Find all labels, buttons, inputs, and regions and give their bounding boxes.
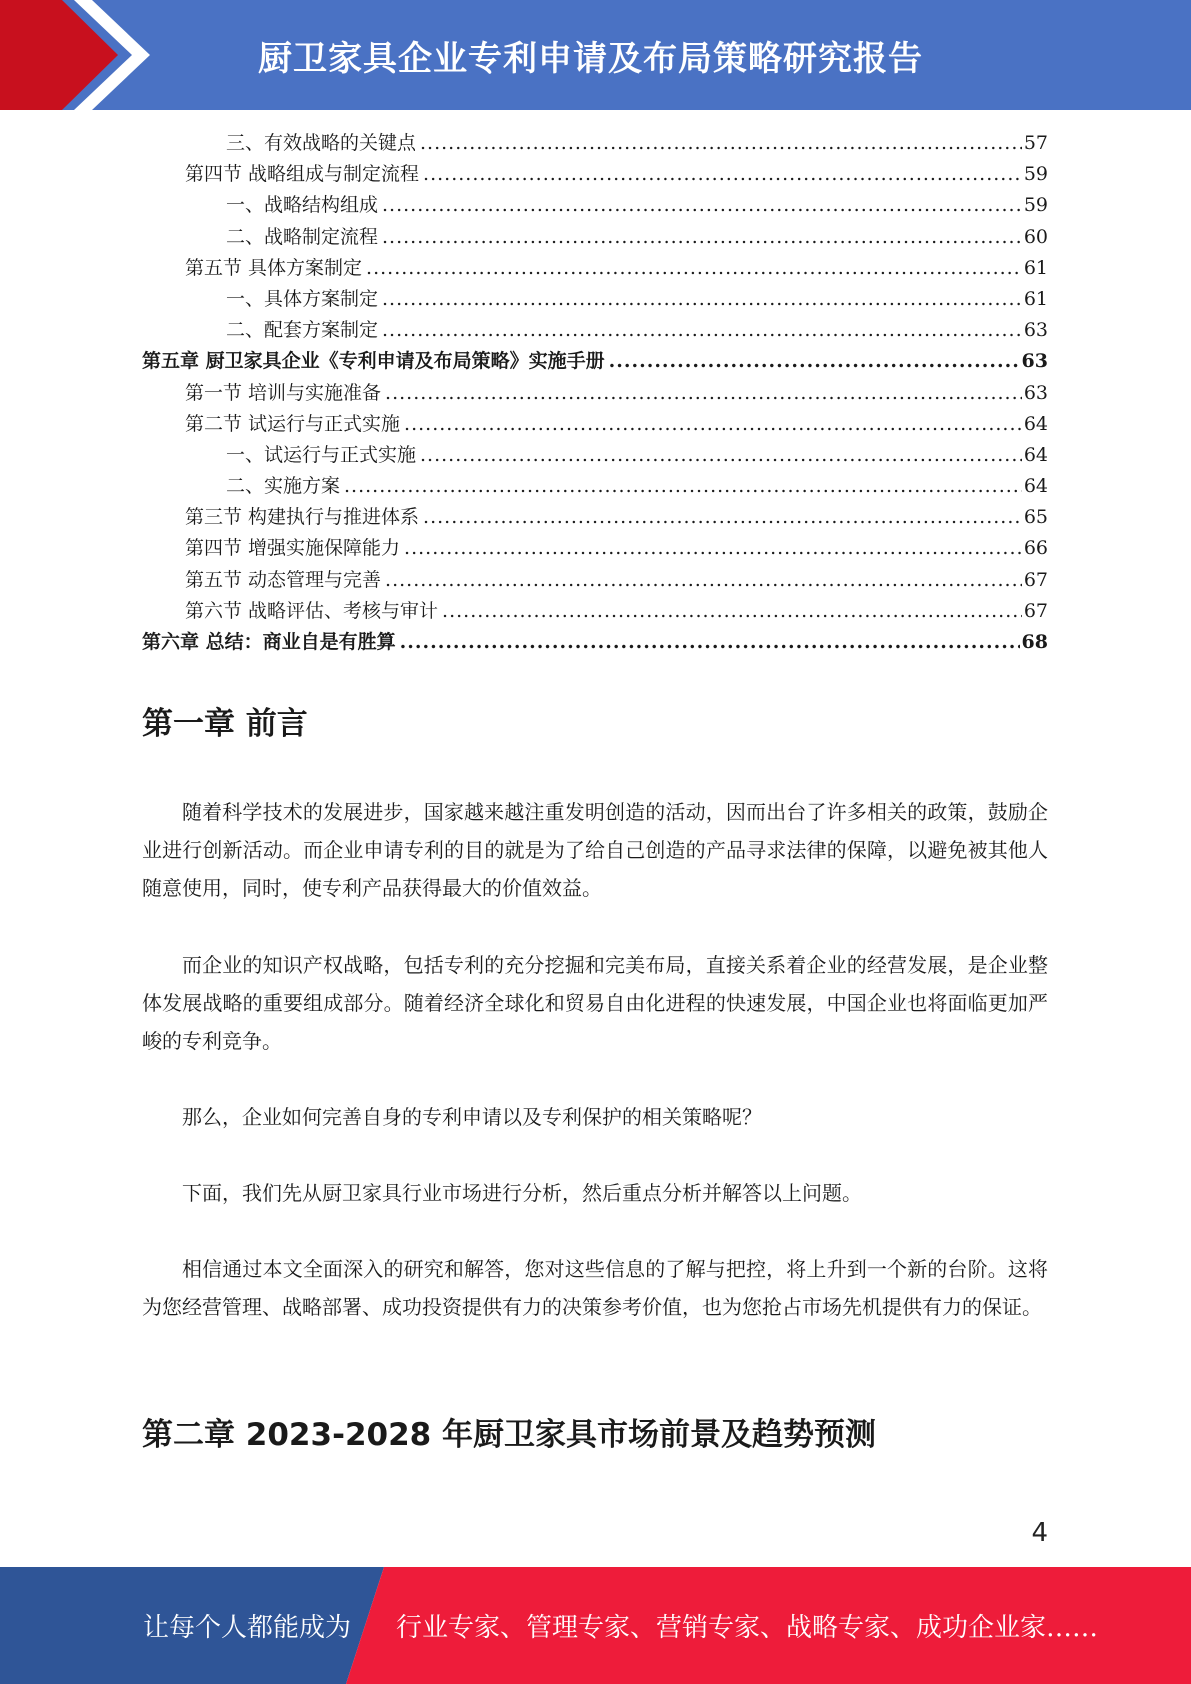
toc-dot-leader [344,471,1022,502]
paragraph: 而企业的知识产权战略，包括专利的充分挖掘和完美布局，直接关系着企业的经营发展，是企业整体发展战略的重要组成部分。随着经济全球化和贸易自由化进程的快速发展，中国企业也将面临更加严峻的专利竞争。 [142,953,1048,1053]
toc-dot-leader [420,440,1022,471]
toc-section-entry[interactable] [142,378,1048,409]
toc-entry-label: 第三节 构建执行与推进体系 [185,506,420,529]
toc-dot-leader [382,284,1022,315]
toc-section-entry[interactable] [142,409,1048,440]
toc-page-number: 63 [1023,381,1048,404]
toc-dot-leader [382,190,1022,221]
toc-section-entry[interactable] [142,253,1048,284]
toc-entry-label: 第一节 培训与实施准备 [185,381,382,404]
toc-entry-label: 二、战略制定流程 [226,225,379,248]
toc-entry-label: 一、具体方案制定 [226,287,379,310]
toc-page-number: 61 [1023,256,1048,279]
toc-page-number: 61 [1023,287,1048,310]
toc-subsection-entry[interactable] [142,440,1048,471]
toc-dot-leader [366,253,1022,284]
paragraph: 相信通过本文全面深入的研究和解答，您对这些信息的了解与把控，将上升到一个新的台阶。这将为您经营管理、战略部署、成功投资提供有力的决策参考价值，也为您抢占市场先机提供有力的保证。 [142,1257,1048,1319]
toc-entry-label: 一、试运行与正式实施 [226,443,417,466]
toc-page-number: 57 [1023,132,1048,154]
toc-dot-leader [442,596,1022,627]
toc-page-number: 63 [1021,350,1048,373]
toc-section-entry[interactable] [142,596,1048,627]
toc-dot-leader [420,128,1022,159]
toc-page-number: 65 [1023,506,1048,529]
toc-subsection-entry[interactable] [142,315,1048,346]
toc-entry-label: 三、有效战略的关键点 [226,132,417,154]
toc-subsection-entry[interactable] [142,128,1048,159]
toc-chapter-entry[interactable] [142,627,1048,658]
header-arrow-decoration [0,0,160,110]
toc-entry-label: 一、战略结构组成 [226,194,379,217]
toc-entry-label: 第四节 增强实施保障能力 [185,537,401,560]
report-title: 厨卫家具企业专利申请及布局策略研究报告 [258,38,923,79]
toc-dot-leader [404,409,1022,440]
toc-dot-leader [423,159,1022,190]
toc-entry-label: 第五节 具体方案制定 [185,256,363,279]
table-of-contents [142,128,1048,658]
toc-subsection-entry[interactable] [142,471,1048,502]
toc-page-number: 64 [1023,475,1048,498]
footer-slogan-right: 行业专家、管理专家、营销专家、战略专家、成功企业家…… [396,1613,1099,1643]
footer-slogan-left: 让每个人都能成为 [143,1613,352,1643]
toc-dot-leader [385,378,1022,409]
toc-dot-leader [423,502,1022,533]
toc-section-entry[interactable] [142,502,1048,533]
toc-subsection-entry[interactable] [142,222,1048,253]
toc-page-number: 67 [1023,568,1048,591]
toc-dot-leader [404,533,1022,564]
toc-page-number: 63 [1023,319,1048,342]
paragraph: 随着科学技术的发展进步，国家越来越注重发明创造的活动，因而出台了许多相关的政策，鼓励企业进行创新活动。而企业申请专利的目的就是为了给自己创造的产品寻求法律的保障，以避免被其他人随意使用，同时，使专利产品获得最大的价值效益。 [142,800,1048,900]
toc-entry-label: 第五节 动态管理与完善 [185,568,382,591]
toc-section-entry[interactable] [142,565,1048,596]
toc-entry-label: 二、实施方案 [226,475,341,498]
toc-dot-leader [382,315,1022,346]
toc-page-number: 67 [1023,599,1048,622]
paragraph: 那么，企业如何完善自身的专利申请以及专利保护的相关策略呢？ [182,1105,762,1129]
chapter-heading: 第一章 前言 [142,706,308,742]
toc-page-number: 64 [1023,412,1048,435]
toc-dot-leader [382,222,1022,253]
toc-entry-label: 二、配套方案制定 [226,319,379,342]
toc-page-number: 64 [1023,443,1048,466]
paragraph: 下面，我们先从厨卫家具行业市场进行分析，然后重点分析并解答以上问题。 [182,1181,862,1205]
toc-entry-label: 第六节 战略评估、考核与审计 [185,599,439,622]
toc-page-number: 59 [1023,194,1048,217]
toc-subsection-entry[interactable] [142,190,1048,221]
toc-page-number: 59 [1023,163,1048,186]
toc-page-number: 60 [1023,225,1048,248]
toc-page-number: 66 [1023,537,1048,560]
toc-chapter-entry[interactable] [142,346,1048,377]
toc-entry-label: 第六章 总结：商业自是有胜算 [142,631,396,653]
toc-dot-leader [609,346,1020,377]
chapter-heading: 第二章 2023-2028 年厨卫家具市场前景及趋势预测 [142,1417,877,1453]
toc-dot-leader [385,565,1022,596]
page-footer [0,1567,1191,1684]
toc-entry-label: 第五章 厨卫家具企业《专利申请及布局策略》实施手册 [142,350,605,373]
page-header [0,0,1191,110]
toc-section-entry[interactable] [142,533,1048,564]
toc-entry-label: 第四节 战略组成与制定流程 [185,163,420,186]
toc-page-number: 68 [1021,631,1048,653]
toc-dot-leader [400,627,1020,658]
toc-subsection-entry[interactable] [142,284,1048,315]
toc-entry-label: 第二节 试运行与正式实施 [185,412,401,435]
page-number: 4 [1031,1518,1048,1548]
toc-section-entry[interactable] [142,159,1048,190]
